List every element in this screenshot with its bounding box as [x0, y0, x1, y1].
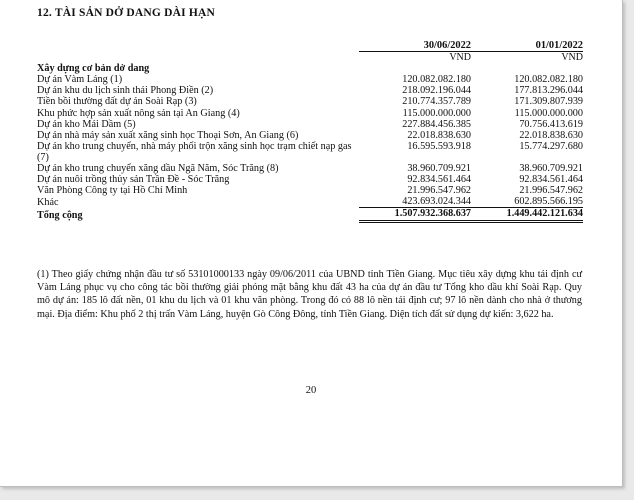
row-value-2: 177.813.296.044	[514, 85, 583, 97]
table-row	[37, 119, 583, 130]
row-value-1: 38.960.709.921	[407, 163, 471, 175]
table-row	[37, 163, 583, 174]
row-value-2: 602.895.566.195	[514, 196, 583, 208]
table-total-row	[37, 208, 583, 221]
row-label: Tiền bồi thường đất dự án Soài Rạp (3)	[37, 96, 197, 108]
table-row-continuation	[37, 152, 583, 163]
total-value-1: 1.507.932.368.637	[359, 208, 471, 221]
table-row	[37, 96, 583, 107]
table-row	[37, 130, 583, 141]
table-row	[37, 108, 583, 119]
page-number: 20	[305, 385, 317, 396]
row-value-1: 120.082.082.180	[402, 74, 471, 86]
table-row	[37, 141, 583, 152]
total-value-2: 1.449.442.121.634	[471, 208, 583, 221]
row-label: Dự án nhà máy sản xuất xăng sinh học Thoại Sơn, An Giang (6)	[37, 129, 299, 141]
row-value-1: 92.834.561.464	[407, 174, 471, 186]
row-value-2: 120.082.082.180	[514, 74, 583, 86]
long-term-assets-table	[37, 40, 583, 223]
column-date-2: 01/01/2022	[471, 40, 583, 52]
table-header-dates	[37, 40, 583, 52]
row-value-2: 22.018.838.630	[519, 129, 583, 141]
section-heading: 12. TÀI SẢN DỞ DANG DÀI HẠN	[37, 7, 216, 19]
table-row	[37, 174, 583, 185]
row-value-1: 227.884.456.385	[402, 118, 471, 130]
row-value-1: 22.018.838.630	[407, 129, 471, 141]
row-label: Dự án kho trung chuyển xăng dầu Ngã Năm, Sóc Trăng (8)	[37, 163, 279, 175]
row-value-2: 38.960.709.921	[519, 163, 583, 175]
row-label-continuation: (7)	[37, 151, 49, 163]
row-value-1: 218.092.196.044	[402, 85, 471, 97]
row-label: Khác	[37, 196, 59, 208]
row-value-1: 16.595.593.918	[407, 140, 471, 152]
table-row	[37, 74, 583, 85]
row-label: Dự án Vàm Láng (1)	[37, 74, 123, 86]
row-label: Khu phức hợp sản xuất nông sản tại An Giang (4)	[37, 107, 240, 119]
row-value-1: 210.774.357.789	[402, 96, 471, 108]
row-value-2: 171.309.807.939	[514, 96, 583, 108]
row-label: Dự án kho Mái Dầm (5)	[37, 118, 136, 130]
row-value-2: 21.996.547.962	[519, 185, 583, 197]
table-section-title-row	[37, 63, 583, 74]
table-header-units	[37, 52, 583, 64]
row-value-1: 21.996.547.962	[407, 185, 471, 197]
row-value-1: 423.693.024.344	[402, 196, 471, 208]
row-label: Dự án kho trung chuyển, nhà máy phối trộn xăng sinh học trạm chiết nạp gas	[37, 140, 352, 152]
row-value-2: 115.000.000.000	[514, 107, 583, 119]
column-unit-1: VND	[449, 52, 471, 64]
footnote-paragraph: (1) Theo giấy chứng nhận đầu tư số 53101000133 ngày 09/06/2011 của UBND tỉnh Tiền Giang. Mục tiêu xây dựng khu tái định cư Vàm Láng phục vụ cho công tác bồi thường giải phóng mặt bằng khu đất 43 ha của dự án đầu tư Tổng kho dầu khí Soài Rạp. Quy mô dự án: 185 lô đất nền, 01 khu du lịch và 01 khu văn phòng. Trong đó có 88 lô nền tái định cư; 97 lô nền dành cho nhà ở thương mại. Địa điểm: Khu phố 2 thị trấn Vàm Láng, huyện Gò Công Đông, tỉnh Tiền Giang. Diện tích đất sử dụng dự kiến: 3,622 ha.	[37, 269, 582, 320]
row-value-2: 15.774.297.680	[519, 140, 583, 152]
column-unit-2: VND	[561, 52, 583, 64]
table-row	[37, 185, 583, 196]
row-label: Dự án khu du lịch sinh thái Phong Điền (2)	[37, 85, 214, 97]
row-value-2: 92.834.561.464	[519, 174, 583, 186]
table-row	[37, 196, 583, 208]
row-label: Dự án nuôi trồng thủy sản Trần Đề - Sóc Trăng	[37, 174, 230, 186]
row-value-1: 115.000.000.000	[402, 107, 471, 119]
row-label: Văn Phòng Công ty tại Hồ Chí Minh	[37, 185, 188, 197]
column-date-1: 30/06/2022	[359, 40, 471, 52]
row-value-2: 70.756.413.619	[519, 118, 583, 130]
table-row	[37, 85, 583, 96]
total-label: Tổng cộng	[37, 209, 83, 221]
table-section-title: Xây dựng cơ bản dở dang	[37, 63, 150, 75]
